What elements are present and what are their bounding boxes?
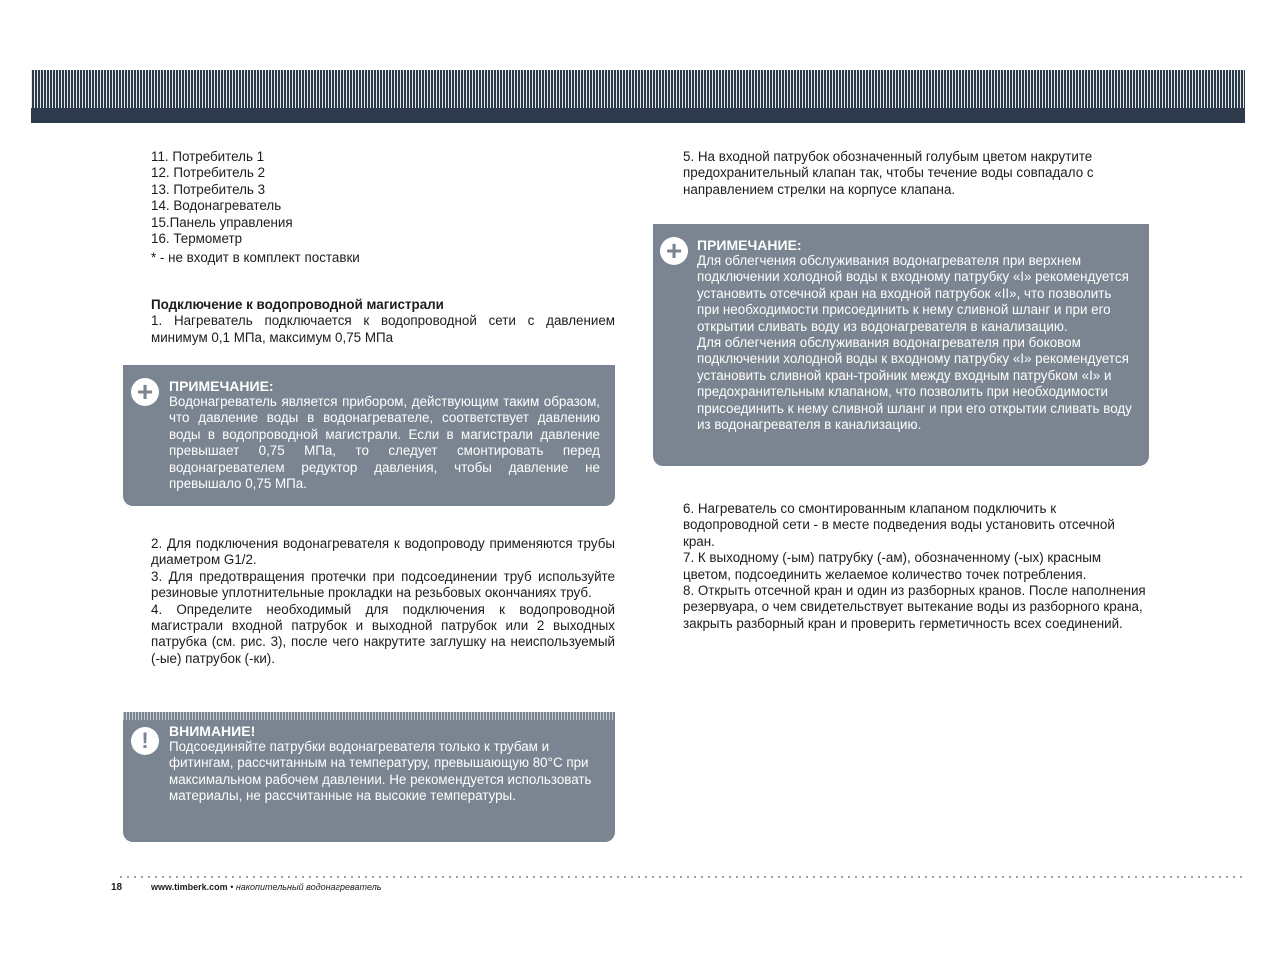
steps-right bbox=[683, 501, 1149, 632]
step-4: 4. Определите необходимый для подключения к водопроводной магистрали входной патрубок и выходной патрубок или 2 выходных патрубка (см. рис. 3), после чего накрутите заглушку на неиспользуемый (-ые) патрубок (-ки). bbox=[151, 601, 615, 666]
plus-circle-icon: + bbox=[660, 237, 688, 265]
footer-description: накопительный водонагреватель bbox=[235, 882, 382, 892]
warning-box bbox=[123, 712, 615, 842]
footer-site: www.timberk.com bbox=[151, 882, 228, 892]
warning-stripes bbox=[123, 712, 615, 720]
note-paragraph-top: Для облегчения обслуживания водонагревателя при верхнем подключении холодной воды к входному патрубку «I» рекомендуется установить отсечной кран на входной патрубок «II», что позволить при необходимости присоединить к нему сливной шланг и при его открытии сливать воду из водонагревателя в канализацию. bbox=[697, 253, 1129, 334]
footnote: * - не входит в комплект поставки bbox=[151, 250, 360, 265]
steps-left bbox=[151, 536, 615, 667]
step-3: 3. Для предотвращения протечки при подсоединении труб используйте резиновые уплотнительные прокладки на резьбовых окончаниях труб. bbox=[151, 568, 615, 601]
step-1: 1. Нагреватель подключается к водопроводной сети с давлением минимум 0,1 МПа, максимум 0,75 МПа bbox=[151, 313, 615, 345]
note-title: ПРИМЕЧАНИЕ: bbox=[697, 237, 802, 253]
footer-divider bbox=[120, 876, 1245, 878]
step-5: 5. На входной патрубок обозначенный голубым цветом накрутите предохранительный клапан так, чтобы течение воды совпадало с направлением стрелки на корпусе клапана. bbox=[683, 149, 1094, 197]
step-2: 2. Для подключения водонагревателя к водопроводу применяются трубы диаметром G1/2. bbox=[151, 536, 615, 568]
note-title: ПРИМЕЧАНИЕ: bbox=[169, 378, 274, 394]
note-box-service bbox=[653, 224, 1149, 466]
footer-text bbox=[151, 882, 382, 892]
page-number: 18 bbox=[111, 882, 123, 893]
connection-section bbox=[151, 297, 615, 346]
legend-item: 16. Термометр bbox=[151, 231, 243, 247]
legend-item: 12. Потребитель 2 bbox=[151, 165, 266, 181]
exclamation-circle-icon: ! bbox=[131, 727, 159, 755]
header-stripes bbox=[31, 70, 1245, 108]
footer-separator: • bbox=[227, 882, 236, 892]
note-text: Водонагреватель является прибором, действующим таким образом, что давление воды в водонагревателе, соответствует давлению воды в водопроводной магистрали. Если в магистрали давление превышает 0,75 МПа, то следует смонтировать перед водонагревателем редуктор давления, чтобы давление не превышало 0,75 МПа. bbox=[169, 394, 600, 492]
note-paragraph-side: Для облегчения обслуживания водонагревателя при боковом подключении холодной воды к входному патрубку «I» рекомендуется установить сливной кран-тройник между входным патрубком «I» и предохранительным клапаном, что позволить при необходимости присоединить к нему сливной шланг и при его открытии сливать воду из водонагревателя в канализацию. bbox=[697, 335, 1132, 433]
step-6: 6. Нагреватель со смонтированным клапаном подключить к водопроводной сети - в месте подведения воды установить отсечной кран. bbox=[683, 501, 1115, 549]
section-heading: Подключение к водопроводной магистрали bbox=[151, 297, 444, 312]
legend-item: 13. Потребитель 3 bbox=[151, 181, 266, 197]
header-band bbox=[31, 70, 1245, 123]
step-7: 7. К выходному (-ым) патрубку (-ам), обозначенному (-ых) красным цветом, подсоединить желаемое количество точек потребления. bbox=[683, 550, 1102, 582]
legend-item: 14. Водонагреватель bbox=[151, 198, 282, 214]
legend-item: 15.Панель управления bbox=[151, 214, 293, 230]
legend-item: 11. Потребитель 1 bbox=[151, 149, 265, 164]
step-8: 8. Открыть отсечной кран и один из разборных кранов. После наполнения резервуара, о чем свидетельствует вытекание воды из разборного крана, закрыть разборный кран и проверить герметичность всех соединений. bbox=[683, 583, 1146, 631]
warning-title: ВНИМАНИЕ! bbox=[169, 723, 256, 739]
note-box-pressure bbox=[123, 365, 615, 506]
plus-circle-icon: + bbox=[131, 378, 159, 406]
warning-text: Подсоединяйте патрубки водонагревателя только к трубам и фитингам, рассчитанным на температуру, превышающую 80°C при максимальном рабочем давлении. Не рекомендуется использовать материалы, не рассчитанные на высокие температуры. bbox=[169, 739, 592, 804]
legend-list bbox=[151, 149, 615, 247]
